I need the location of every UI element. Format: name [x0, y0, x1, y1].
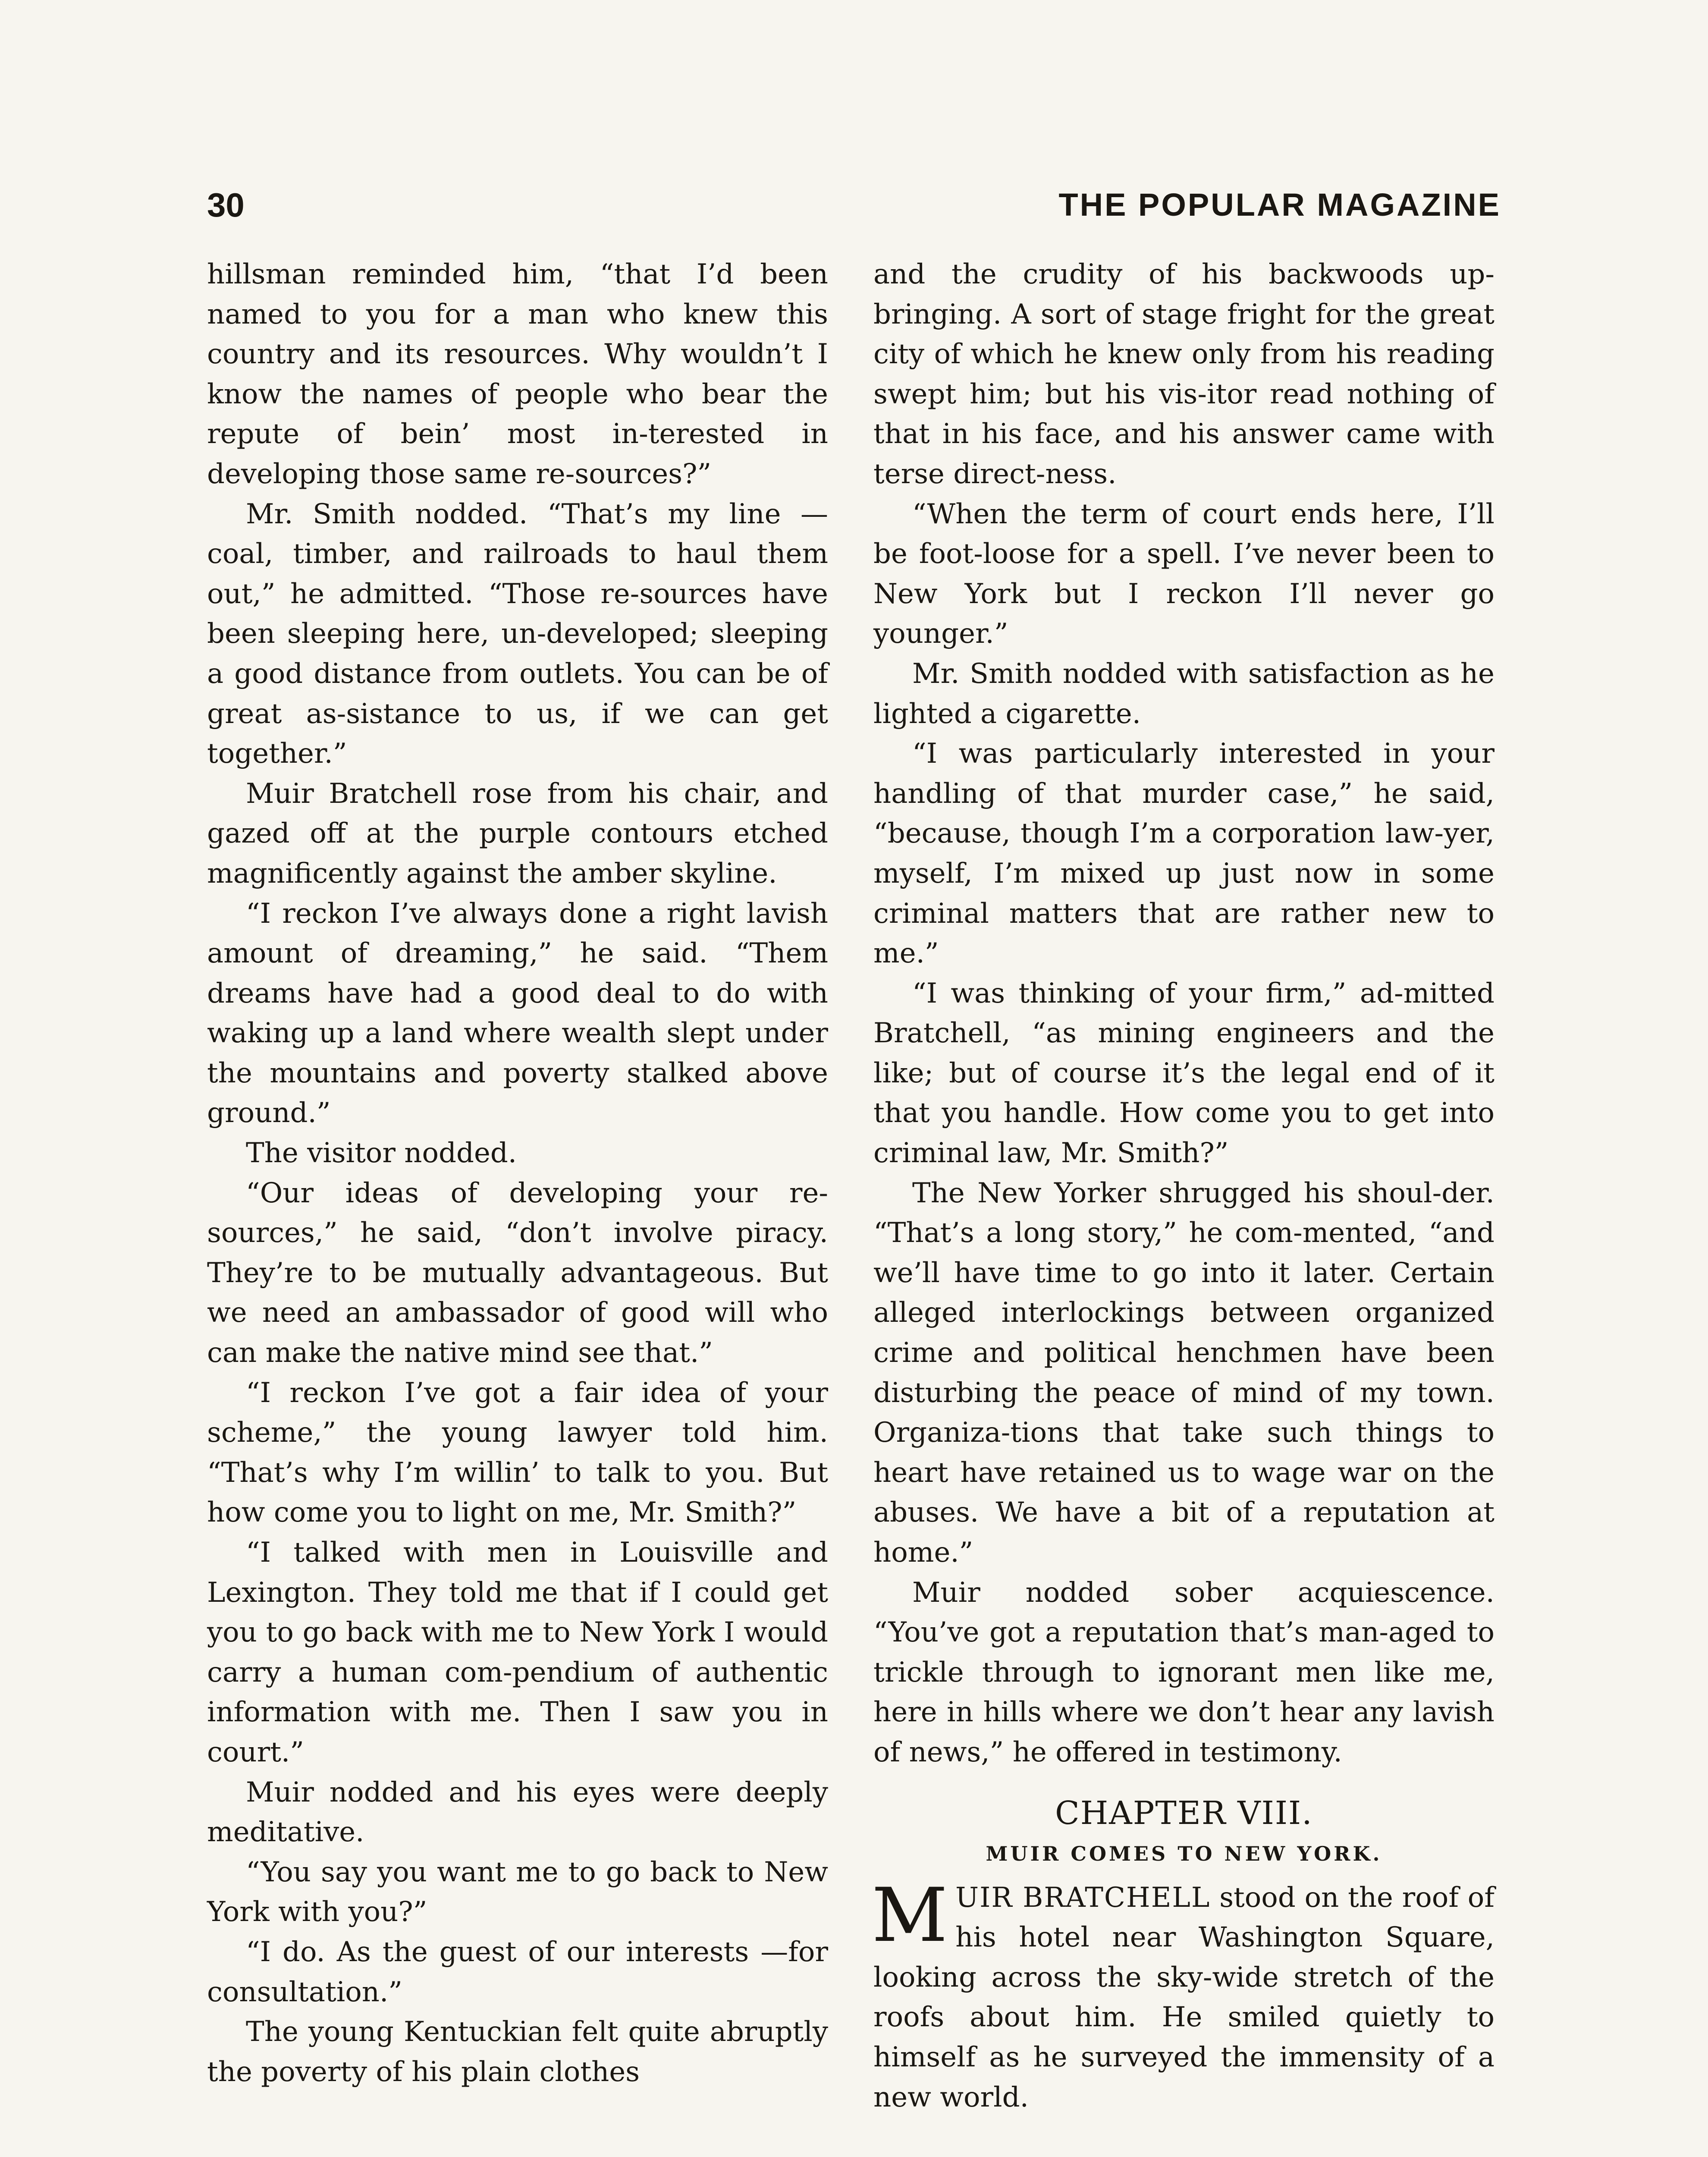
chapter-subtitle-text: MUIR COMES TO NEW YORK.	[986, 1842, 1382, 1865]
paragraph: hillsman reminded him, “that I’d been named to you for a man who knew this country and its resources. Why wouldn’t I know the names of people who bear the repute of bein’ most in-terested in developing those same re-sources?”	[207, 258, 828, 490]
paragraph: “I do. As the guest of our interests —for consultation.”	[207, 1936, 828, 2008]
chapter-subtitle	[873, 1837, 1494, 1870]
paragraph: Mr. Smith nodded. “That’s my line —coal, timber, and railroads to haul them out,” he admitted. “Those re-sources have been sleeping here, un-developed; sleeping a good distance from outlets. You can be of great as-sistance to us, if we can get together.”	[207, 498, 828, 770]
paragraph: “I talked with men in Louisville and Lexington. They told me that if I could get you to go back with me to New York I would carry a human com-pendium of authentic information with me. Then I saw you in court.”	[207, 1537, 828, 1768]
paragraph: “I was particularly interested in your handling of that murder case,” he said, “because, though I’m a corporation law-yer, myself, I’m mixed up just now in some criminal matters that are rather new to me.”	[873, 738, 1494, 970]
paragraph: The young Kentuckian felt quite abruptly the poverty of his plain clothes	[207, 2016, 828, 2088]
paragraph: “When the term of court ends here, I’ll be foot-loose for a spell. I’ve never been to New York but I reckon I’ll never go younger.”	[873, 498, 1494, 650]
lead-in: UIR BRATCHELL	[955, 1881, 1211, 1914]
left-column	[207, 255, 828, 2092]
right-column	[873, 255, 1494, 2117]
opening-text: stood on the roof of his hotel near Washington Square, looking across the sky-wide stretch of the roofs about him. He smiled quietly to himself as he surveyed the immensity of a new world.	[873, 1881, 1495, 2113]
chapter-opening-paragraph	[872, 1871, 1495, 2118]
paragraph: The visitor nodded.	[246, 1137, 517, 1170]
paragraph: “I reckon I’ve always done a right lavish amount of dreaming,” he said. “Them dreams have had a good deal to do with waking up a land where wealth slept under the mountains and poverty stalked above ground.”	[207, 897, 828, 1129]
running-title: THE POPULAR MAGAZINE	[1058, 187, 1501, 223]
paragraph: and the crudity of his backwoods up-bringing. A sort of stage fright for the great city of which he knew only from his reading swept him; but his vis-itor read nothing of that in his face, and his answer came with terse direct-ness.	[873, 258, 1494, 490]
paragraph: Muir nodded sober acquiescence. “You’ve got a reputation that’s man-aged to trickle through to ignorant men like me, here in hills where we don’t hear any lavish of news,” he offered in testimony.	[873, 1576, 1494, 1768]
paragraph: Muir Bratchell rose from his chair, and gazed off at the purple contours etched magnificently against the amber skyline.	[207, 777, 828, 890]
paragraph: The New Yorker shrugged his shoul-der. “That’s a long story,” he com-mented, “and we’ll have time to go into it later. Certain alleged interlockings between organized crime and political henchmen have been disturbing the peace of mind of my town. Organiza-tions that take such things to heart have retained us to wage war on the abuses. We have a bit of a reputation at home.”	[873, 1177, 1494, 1569]
paragraph: “Our ideas of developing your re-sources,” he said, “don’t involve piracy. They’re to be mutually advantageous. But we need an ambassador of good will who can make the native mind see that.”	[207, 1177, 828, 1369]
chapter-title: CHAPTER VIII.	[1055, 1794, 1313, 1832]
paragraph: “You say you want me to go back to New York with you?”	[207, 1856, 828, 1928]
paragraph: “I reckon I’ve got a fair idea of your scheme,” the young lawyer told him. “That’s why I’m willin’ to talk to you. But how come you to light on me, Mr. Smith?”	[207, 1377, 828, 1529]
page-header	[207, 181, 1501, 229]
drop-cap: M	[872, 1871, 948, 1959]
paragraph: Muir nodded and his eyes were deeply meditative.	[207, 1776, 828, 1849]
paragraph: Mr. Smith nodded with satisfaction as he lighted a cigarette.	[873, 657, 1494, 730]
paragraph: “I was thinking of your firm,” ad-mitted Bratchell, “as mining engineers and the like; but of course it’s the legal end of it that you handle. How come you to get into criminal law, Mr. Smith?”	[873, 977, 1494, 1170]
page-number: 30	[207, 186, 245, 224]
